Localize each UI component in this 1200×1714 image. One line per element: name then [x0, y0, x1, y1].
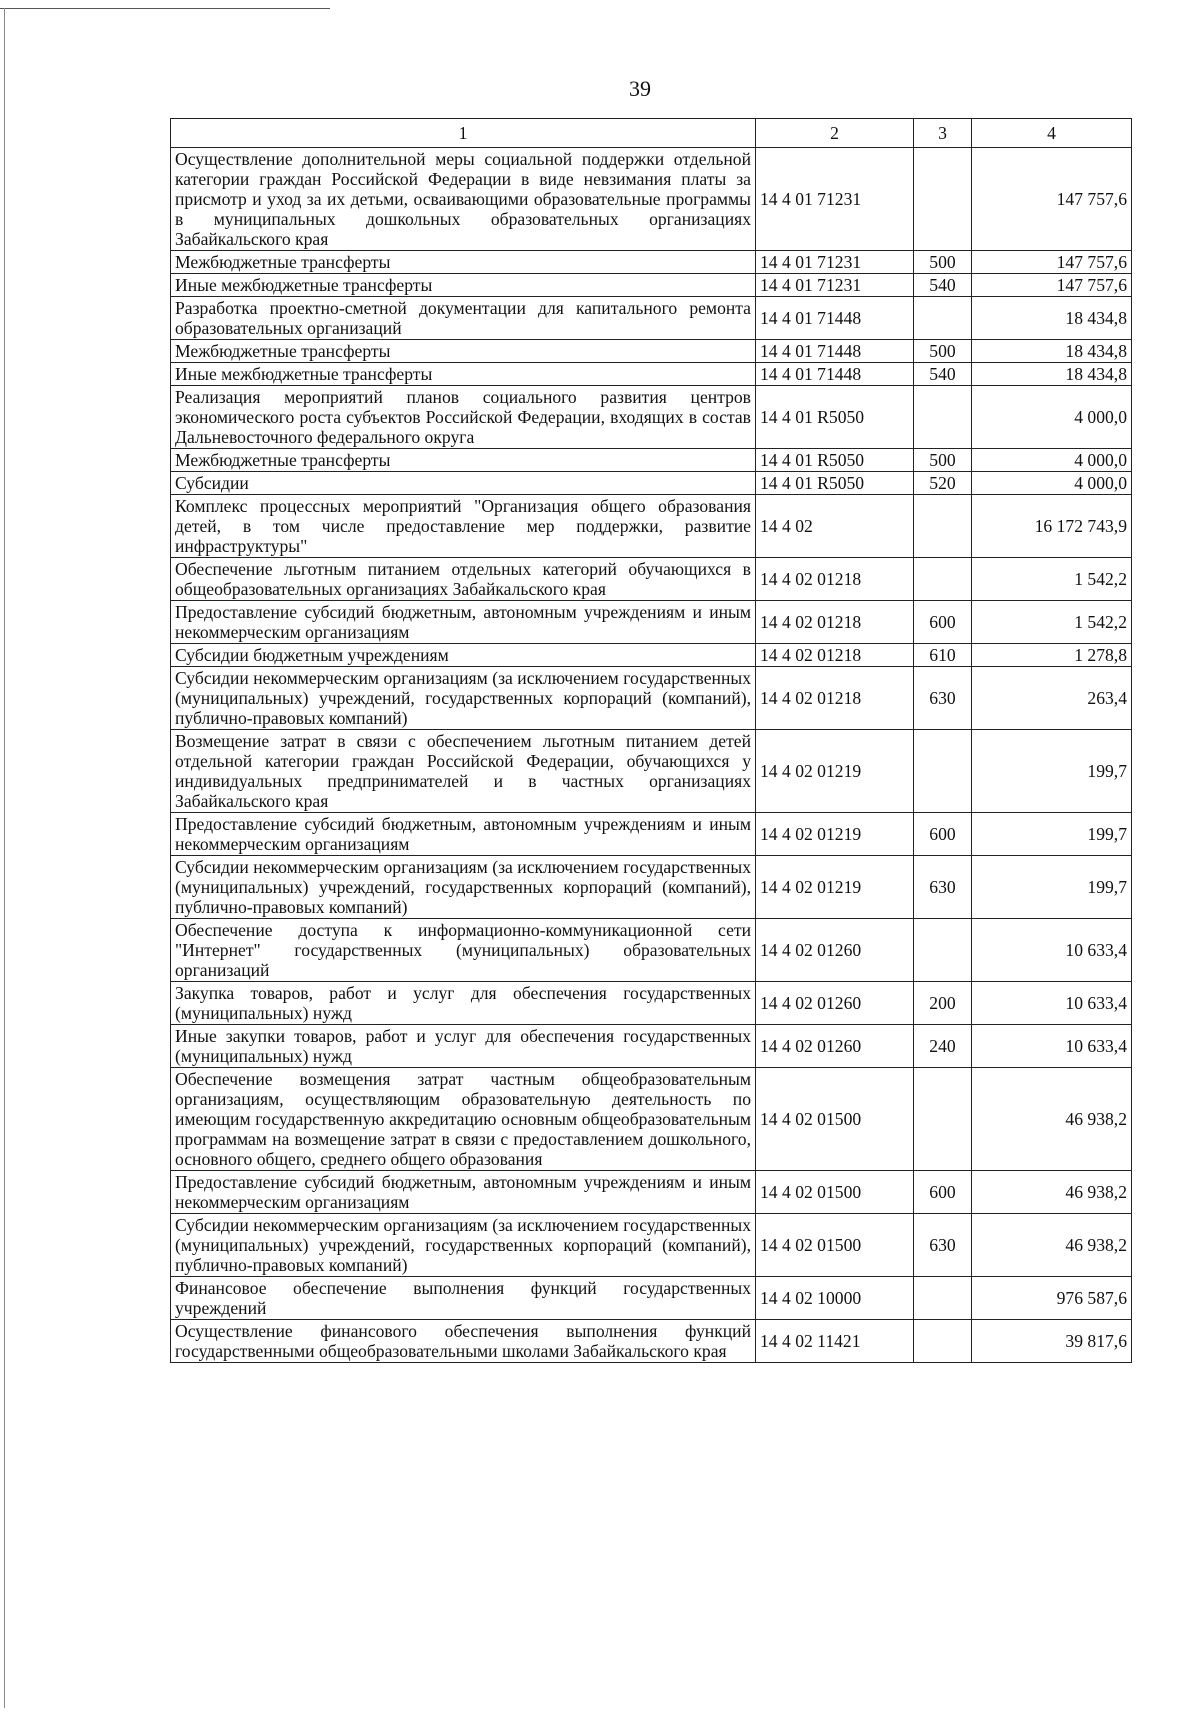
page-number: 39: [629, 76, 651, 101]
table-row: [171, 274, 1132, 297]
row-code-cell: 14 4 01 71231: [756, 251, 914, 274]
row-kvr-cell: [914, 495, 972, 558]
row-name-cell: Финансовое обеспечение выполнения функций государственных учреждений: [171, 1277, 756, 1320]
row-sum-cell: 199,7: [972, 813, 1132, 856]
row-name-cell: Обеспечение льготным питанием отдельных категорий обучающихся в общеобразовательных организациях Забайкальского края: [171, 558, 756, 601]
row-kvr-cell: [914, 1068, 972, 1171]
row-sum-cell: 46 938,2: [972, 1171, 1132, 1214]
row-code-cell: 14 4 01 R5050: [756, 472, 914, 495]
row-kvr-cell: 200: [914, 982, 972, 1025]
row-name-cell: Субсидии бюджетным учреждениям: [171, 644, 756, 667]
row-name-cell: Субсидии некоммерческим организациям (за исключением государственных (муниципальных) учреждений, государственных корпораций (компаний), публично-правовых компаний): [171, 667, 756, 730]
table-row: [171, 813, 1132, 856]
row-code-cell: 14 4 02: [756, 495, 914, 558]
table-row: [171, 1320, 1132, 1363]
row-kvr-cell: 240: [914, 1025, 972, 1068]
table-row: [171, 856, 1132, 919]
row-name-cell: Межбюджетные трансферты: [171, 449, 756, 472]
header-col-3: 3: [914, 119, 972, 148]
row-code-cell: 14 4 02 01218: [756, 601, 914, 644]
row-code-cell: 14 4 01 71448: [756, 297, 914, 340]
row-name-cell: Обеспечение доступа к информационно-коммуникационной сети "Интернет" государственных (муниципальных) образовательных организаций: [171, 919, 756, 982]
header-col-4: 4: [972, 119, 1132, 148]
row-kvr-cell: [914, 297, 972, 340]
row-code-cell: 14 4 02 10000: [756, 1277, 914, 1320]
row-sum-cell: 10 633,4: [972, 919, 1132, 982]
row-kvr-cell: [914, 1277, 972, 1320]
row-name-cell: Межбюджетные трансферты: [171, 251, 756, 274]
row-sum-cell: 147 757,6: [972, 251, 1132, 274]
row-kvr-cell: 500: [914, 340, 972, 363]
row-code-cell: 14 4 02 01260: [756, 1025, 914, 1068]
row-code-cell: 14 4 02 01500: [756, 1068, 914, 1171]
header-col-1: 1: [171, 119, 756, 148]
row-code-cell: 14 4 01 71231: [756, 148, 914, 251]
row-kvr-cell: [914, 1320, 972, 1363]
row-code-cell: 14 4 01 R5050: [756, 386, 914, 449]
row-name-cell: Субсидии некоммерческим организациям (за исключением государственных (муниципальных) учреждений, государственных корпораций (компаний), публично-правовых компаний): [171, 856, 756, 919]
row-kvr-cell: 600: [914, 601, 972, 644]
row-name-cell: Осуществление финансового обеспечения выполнения функций государственными общеобразовательными школами Забайкальского края: [171, 1320, 756, 1363]
row-sum-cell: 39 817,6: [972, 1320, 1132, 1363]
row-code-cell: 14 4 01 71231: [756, 274, 914, 297]
row-kvr-cell: 610: [914, 644, 972, 667]
row-kvr-cell: [914, 558, 972, 601]
scan-edge-left: [4, 8, 5, 1708]
row-sum-cell: 4 000,0: [972, 472, 1132, 495]
row-sum-cell: 263,4: [972, 667, 1132, 730]
row-code-cell: 14 4 02 01218: [756, 644, 914, 667]
row-code-cell: 14 4 02 01500: [756, 1171, 914, 1214]
row-code-cell: 14 4 01 R5050: [756, 449, 914, 472]
table-row: [171, 386, 1132, 449]
row-sum-cell: 10 633,4: [972, 982, 1132, 1025]
table-row: [171, 449, 1132, 472]
row-name-cell: Субсидии: [171, 472, 756, 495]
row-sum-cell: 4 000,0: [972, 386, 1132, 449]
row-name-cell: Разработка проектно-сметной документации для капитального ремонта образовательных организаций: [171, 297, 756, 340]
row-kvr-cell: 540: [914, 363, 972, 386]
row-code-cell: 14 4 02 11421: [756, 1320, 914, 1363]
row-name-cell: Предоставление субсидий бюджетным, автономным учреждениям и иным некоммерческим организациям: [171, 601, 756, 644]
row-kvr-cell: [914, 386, 972, 449]
row-name-cell: Предоставление субсидий бюджетным, автономным учреждениям и иным некоммерческим организациям: [171, 813, 756, 856]
table-header-row: [171, 119, 1132, 148]
row-code-cell: 14 4 02 01219: [756, 730, 914, 813]
table-row: [171, 558, 1132, 601]
table-row: [171, 730, 1132, 813]
row-sum-cell: 1 278,8: [972, 644, 1132, 667]
row-kvr-cell: 500: [914, 449, 972, 472]
row-name-cell: Комплекс процессных мероприятий "Организация общего образования детей, в том числе предоставление мер поддержки, развитие инфраструктуры": [171, 495, 756, 558]
row-sum-cell: 199,7: [972, 730, 1132, 813]
table-row: [171, 1214, 1132, 1277]
row-name-cell: Иные закупки товаров, работ и услуг для обеспечения государственных (муниципальных) нужд: [171, 1025, 756, 1068]
row-sum-cell: 147 757,6: [972, 274, 1132, 297]
row-code-cell: 14 4 02 01219: [756, 856, 914, 919]
row-code-cell: 14 4 01 71448: [756, 340, 914, 363]
row-kvr-cell: 600: [914, 813, 972, 856]
table-row: [171, 644, 1132, 667]
row-kvr-cell: 520: [914, 472, 972, 495]
row-name-cell: Закупка товаров, работ и услуг для обеспечения государственных (муниципальных) нужд: [171, 982, 756, 1025]
row-kvr-cell: [914, 919, 972, 982]
table-row: [171, 982, 1132, 1025]
row-name-cell: Иные межбюджетные трансферты: [171, 363, 756, 386]
row-sum-cell: 10 633,4: [972, 1025, 1132, 1068]
row-name-cell: Иные межбюджетные трансферты: [171, 274, 756, 297]
table-row: [171, 1025, 1132, 1068]
row-code-cell: 14 4 02 01260: [756, 982, 914, 1025]
budget-table: [170, 118, 1132, 1363]
row-sum-cell: 46 938,2: [972, 1068, 1132, 1171]
table-row: [171, 495, 1132, 558]
row-kvr-cell: [914, 730, 972, 813]
table-row: [171, 919, 1132, 982]
row-name-cell: Обеспечение возмещения затрат частным общеобразовательным организациям, осуществляющим образовательную деятельность по имеющим государственную аккредитацию основным общеобразовательным программам на возмещение затрат в связи с предоставлением дошкольного, основного общего, среднего общего образования: [171, 1068, 756, 1171]
table-row: [171, 1277, 1132, 1320]
row-kvr-cell: 630: [914, 1214, 972, 1277]
row-code-cell: 14 4 02 01500: [756, 1214, 914, 1277]
row-kvr-cell: 630: [914, 667, 972, 730]
scan-edge-top: [0, 8, 330, 9]
table-row: [171, 667, 1132, 730]
header-col-2: 2: [756, 119, 914, 148]
row-sum-cell: 1 542,2: [972, 601, 1132, 644]
row-kvr-cell: [914, 148, 972, 251]
table-row: [171, 297, 1132, 340]
row-kvr-cell: 600: [914, 1171, 972, 1214]
row-code-cell: 14 4 02 01219: [756, 813, 914, 856]
row-code-cell: 14 4 01 71448: [756, 363, 914, 386]
row-kvr-cell: 540: [914, 274, 972, 297]
row-name-cell: Межбюджетные трансферты: [171, 340, 756, 363]
table-body: [171, 148, 1132, 1363]
table-row: [171, 1171, 1132, 1214]
row-sum-cell: 147 757,6: [972, 148, 1132, 251]
row-sum-cell: 16 172 743,9: [972, 495, 1132, 558]
row-sum-cell: 199,7: [972, 856, 1132, 919]
row-sum-cell: 18 434,8: [972, 363, 1132, 386]
table-row: [171, 251, 1132, 274]
table-row: [171, 340, 1132, 363]
table-row: [171, 148, 1132, 251]
table-row: [171, 1068, 1132, 1171]
row-name-cell: Предоставление субсидий бюджетным, автономным учреждениям и иным некоммерческим организациям: [171, 1171, 756, 1214]
row-kvr-cell: 630: [914, 856, 972, 919]
row-name-cell: Осуществление дополнительной меры социальной поддержки отдельной категории граждан Российской Федерации в виде невзимания платы за присмотр и уход за их детьми, осваивающими образовательные программы в муниципальных дошкольных образовательных организациях Забайкальского края: [171, 148, 756, 251]
row-name-cell: Субсидии некоммерческим организациям (за исключением государственных (муниципальных) учреждений, государственных корпораций (компаний), публично-правовых компаний): [171, 1214, 756, 1277]
row-sum-cell: 18 434,8: [972, 297, 1132, 340]
row-kvr-cell: 500: [914, 251, 972, 274]
row-code-cell: 14 4 02 01260: [756, 919, 914, 982]
row-sum-cell: 18 434,8: [972, 340, 1132, 363]
row-code-cell: 14 4 02 01218: [756, 667, 914, 730]
table-row: [171, 601, 1132, 644]
table-row: [171, 363, 1132, 386]
row-name-cell: Возмещение затрат в связи с обеспечением льготным питанием детей отдельной категории граждан Российской Федерации, обучающихся у индивидуальных предпринимателей и в частных организациях Забайкальского края: [171, 730, 756, 813]
row-sum-cell: 976 587,6: [972, 1277, 1132, 1320]
row-sum-cell: 4 000,0: [972, 449, 1132, 472]
row-code-cell: 14 4 02 01218: [756, 558, 914, 601]
row-sum-cell: 1 542,2: [972, 558, 1132, 601]
row-sum-cell: 46 938,2: [972, 1214, 1132, 1277]
row-name-cell: Реализация мероприятий планов социального развития центров экономического роста субъектов Российской Федерации, входящих в состав Дальневосточного федерального округа: [171, 386, 756, 449]
table-row: [171, 472, 1132, 495]
